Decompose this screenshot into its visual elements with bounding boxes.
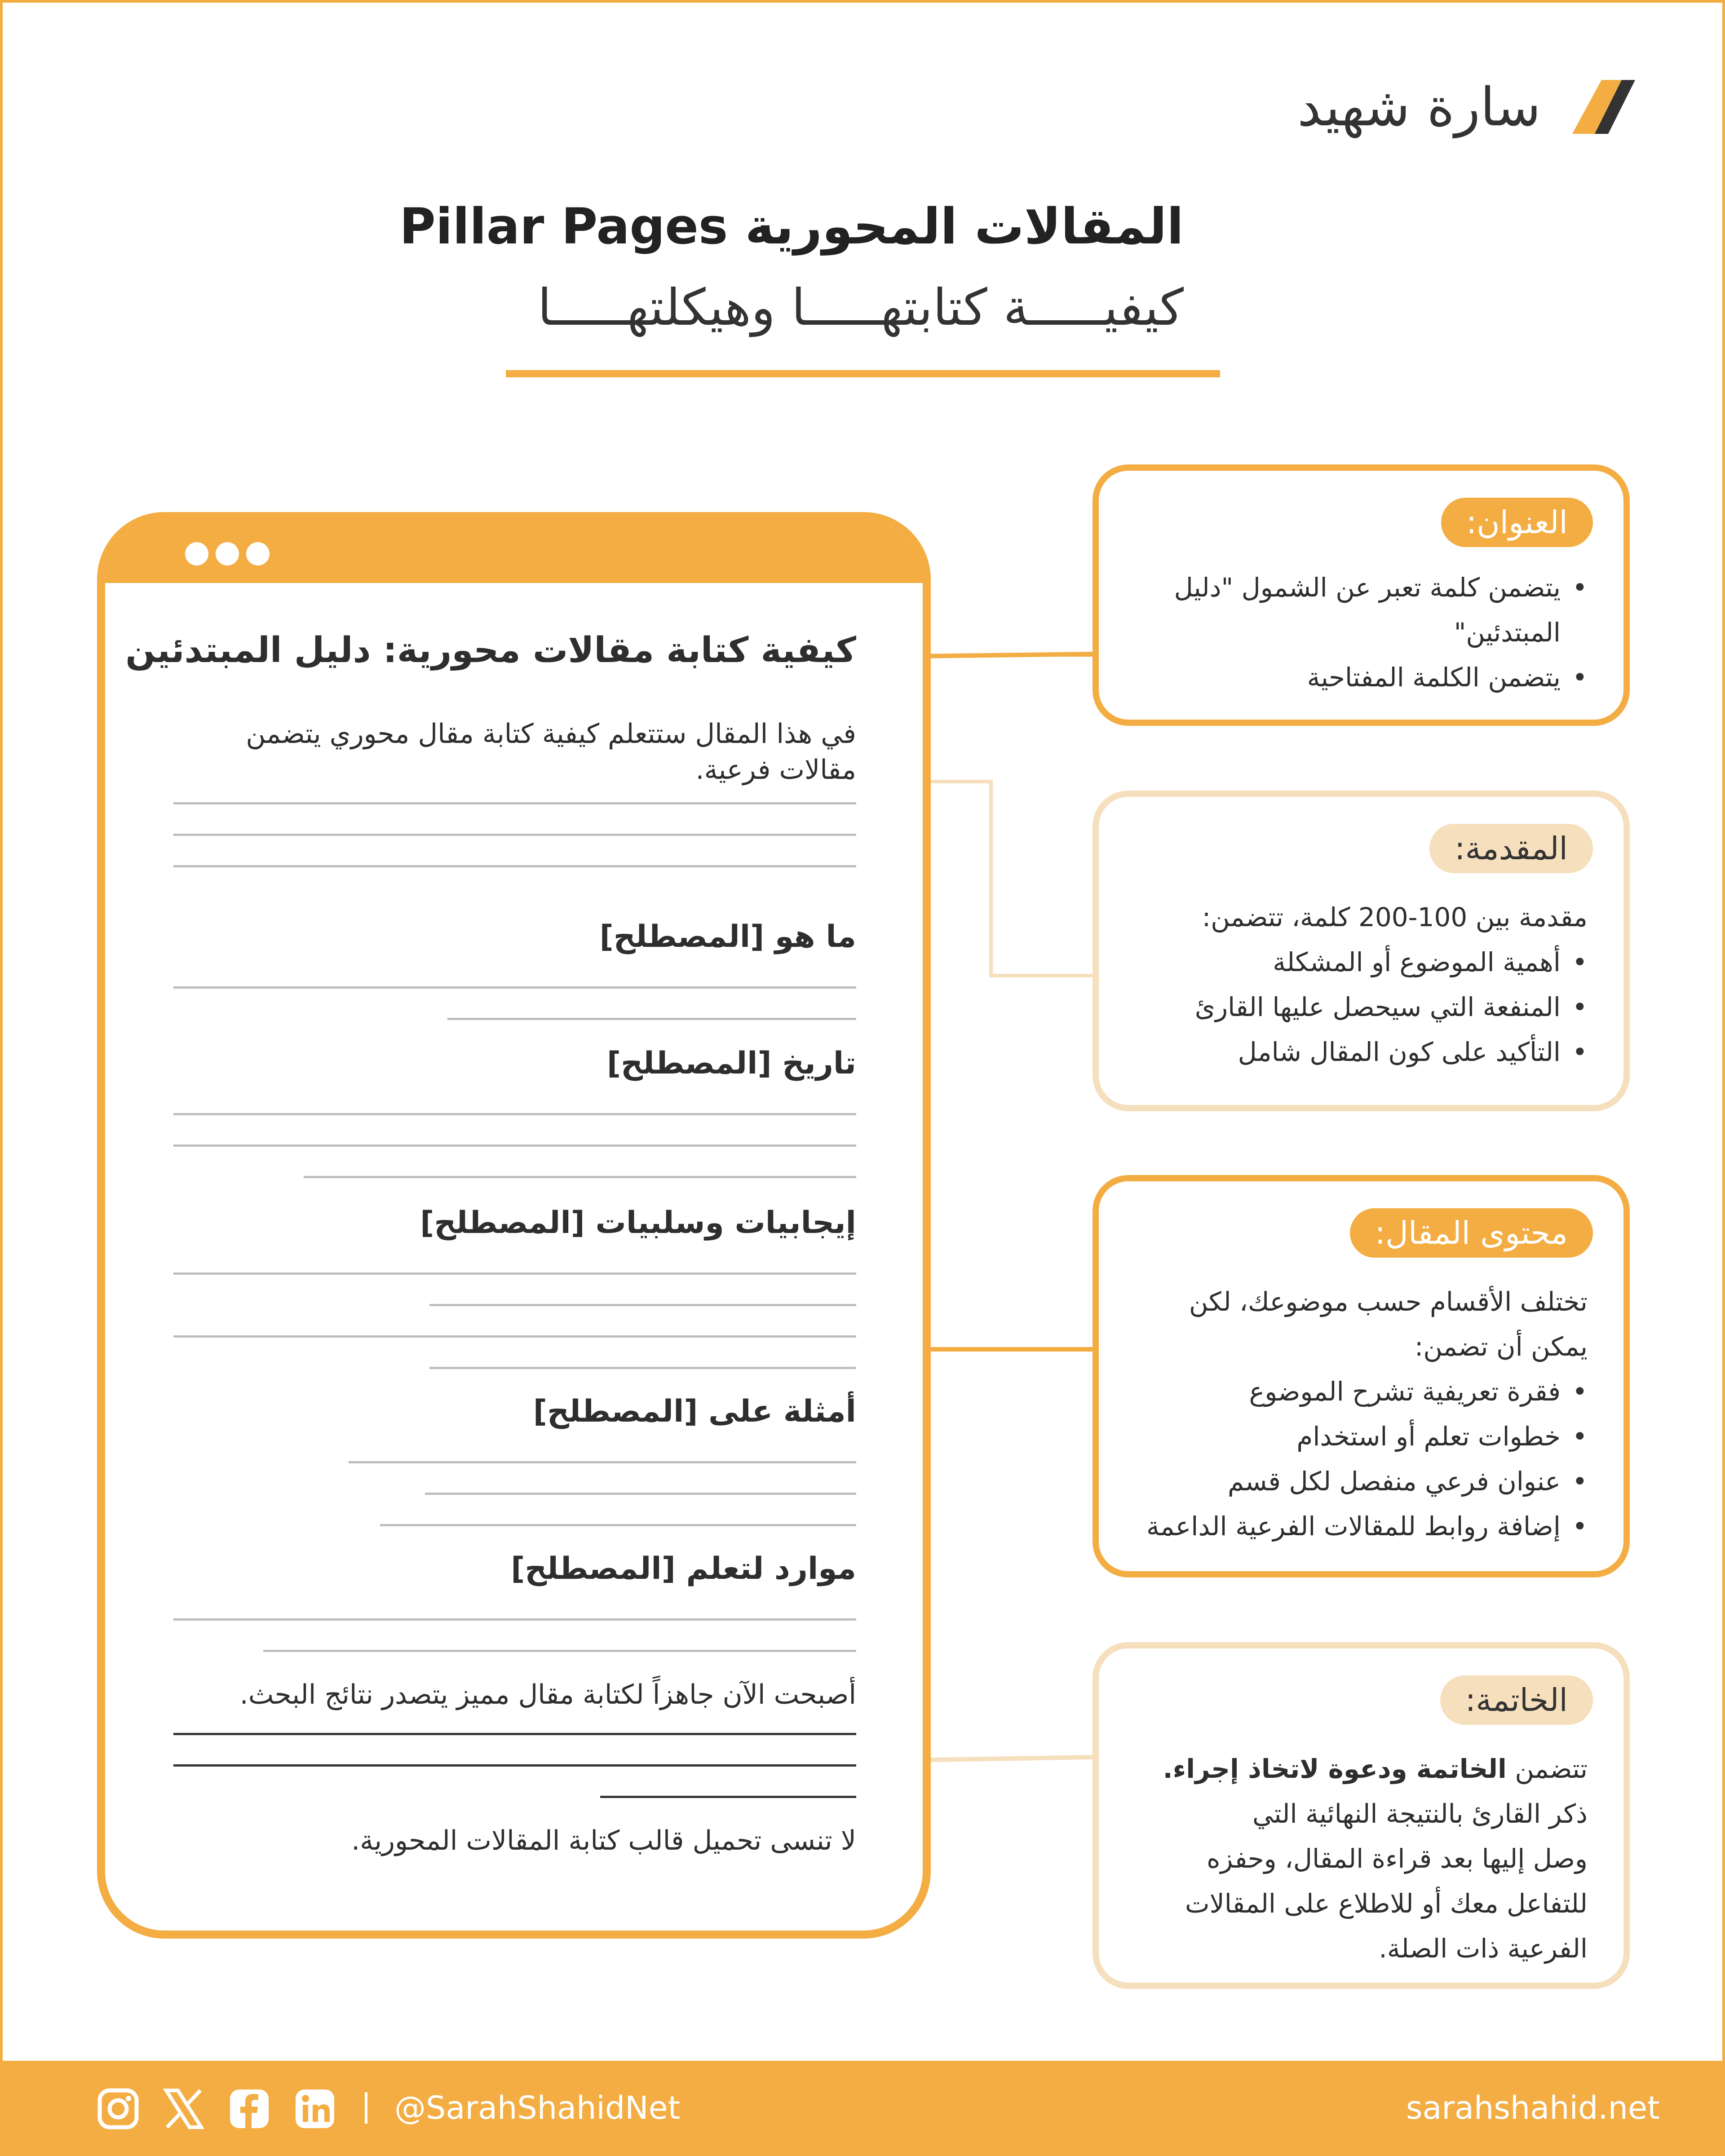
mock-section-heading: موارد لتعلم [المصطلح] <box>511 1551 856 1586</box>
list-item: • فقرة تعريفية تشرح الموضوع <box>1120 1369 1561 1414</box>
double-slash-logo-icon <box>1559 75 1635 138</box>
card-body <box>1120 1279 1588 1549</box>
page-title: المقالات المحورية Pillar Pages <box>399 198 1184 255</box>
card-body <box>1138 895 1588 1074</box>
list-item: • عنوان فرعي منفصل لكل قسم <box>1120 1459 1561 1504</box>
mock-cta: لا تنسى تحميل قالب كتابة المقالات المحورية. <box>351 1825 856 1856</box>
card-conclusion-tips <box>1092 1642 1630 1989</box>
mock-conclusion: أصبحت الآن جاهزاً لكتابة مقال مميز يتصدر نتائج البحث. <box>239 1679 856 1710</box>
text-line <box>600 1796 856 1798</box>
text-line <box>304 1176 856 1178</box>
card-body <box>1138 565 1588 700</box>
browser-title-bar <box>105 520 923 583</box>
card-text-line: الفرعية ذات الصلة. <box>1379 1933 1588 1964</box>
card-label: الخاتمة: <box>1440 1675 1593 1725</box>
article-template-mockup <box>97 512 931 1939</box>
linkedin-icon[interactable] <box>294 2088 336 2130</box>
text-line <box>173 1764 856 1767</box>
text-line <box>349 1461 856 1463</box>
card-intro-tips <box>1092 791 1630 1111</box>
list-item: • أهمية الموضوع أو المشكلة <box>1138 940 1561 985</box>
website-link[interactable]: sarahshahid.net <box>1406 2090 1660 2126</box>
card-lead: يمكن أن تضمن: <box>1414 1331 1588 1362</box>
card-text-line: وصل إليها بعد قراءة المقال، وحفزه <box>1207 1843 1588 1874</box>
card-text-line: للتفاعل معك أو للاطلاع على المقالات <box>1185 1888 1588 1919</box>
title-underline <box>506 370 1220 377</box>
text-line <box>173 1272 856 1275</box>
card-content-tips <box>1092 1175 1630 1577</box>
window-dot-icon <box>246 542 270 566</box>
window-dot-icon <box>216 542 239 566</box>
mock-section-heading: تاريخ [المصطلح] <box>606 1046 856 1081</box>
mock-section-heading: إيجابيات وسلبيات [المصطلح] <box>420 1205 856 1241</box>
mock-article-title: كيفية كتابة مقالات محورية: دليل المبتدئين <box>125 630 856 671</box>
list-item: • خطوات تعلم أو استخدام <box>1120 1414 1561 1459</box>
page-subtitle: كيفيـــــة كتابتهـــــا وهيكلتهـــــا <box>537 278 1184 337</box>
text-line <box>425 1493 856 1495</box>
text-line <box>429 1367 856 1369</box>
list-item: • يتضمن الكلمة المفتاحية <box>1138 655 1561 700</box>
card-text-line: ذكر القارئ بالنتيجة النهائية التي <box>1252 1798 1588 1829</box>
text-line <box>263 1650 856 1652</box>
text-line <box>173 986 856 989</box>
text-line <box>380 1524 856 1526</box>
card-lead: مقدمة بين 100-200 كلمة، تتضمن: <box>1202 902 1588 932</box>
card-label: محتوى المقال: <box>1350 1208 1593 1258</box>
list-item: • إضافة روابط للمقالات الفرعية الداعمة <box>1120 1504 1561 1549</box>
facebook-icon[interactable] <box>228 2088 270 2130</box>
brand-name: سارة شهيد <box>1297 76 1541 138</box>
text-line <box>173 1144 856 1147</box>
card-lead-bold: الخاتمة ودعوة لاتخاذ إجراء. <box>1163 1754 1507 1784</box>
mock-intro: في هذا المقال ستتعلم كيفية كتابة مقال محوري يتضمن مقالات فرعية. <box>246 718 856 786</box>
mock-section-heading: أمثلة على [المصطلح] <box>533 1394 856 1429</box>
x-icon[interactable] <box>163 2088 205 2130</box>
card-body <box>1138 1746 1588 1971</box>
instagram-icon[interactable] <box>97 2088 139 2130</box>
card-label: المقدمة: <box>1429 824 1593 873</box>
text-line <box>447 1018 856 1020</box>
list-item: • التأكيد على كون المقال شامل <box>1138 1029 1561 1074</box>
text-line <box>173 834 856 836</box>
footer-separator <box>365 2092 367 2124</box>
card-lead: تختلف الأقسام حسب موضوعك، لكن <box>1189 1286 1588 1317</box>
mock-section-heading: ما هو [المصطلح] <box>599 919 856 954</box>
list-item: • يتضمن كلمة تعبر عن الشمول "دليل المبتدئين" <box>1138 565 1561 655</box>
social-handle[interactable]: @SarahShahidNet <box>394 2090 681 2126</box>
card-lead: تتضمن <box>1506 1754 1588 1784</box>
text-line <box>173 1113 856 1115</box>
text-line <box>429 1304 856 1306</box>
list-item: • المنفعة التي سيحصل عليها القارئ <box>1138 985 1561 1029</box>
text-line <box>173 865 856 867</box>
text-line <box>173 1335 856 1338</box>
footer <box>0 2061 1725 2156</box>
text-line <box>173 802 856 804</box>
card-label: العنوان: <box>1441 498 1593 547</box>
text-line <box>173 1733 856 1735</box>
text-line <box>173 1618 856 1621</box>
brand <box>1297 75 1635 138</box>
window-dot-icon <box>185 542 208 566</box>
card-title-tips <box>1092 464 1630 726</box>
